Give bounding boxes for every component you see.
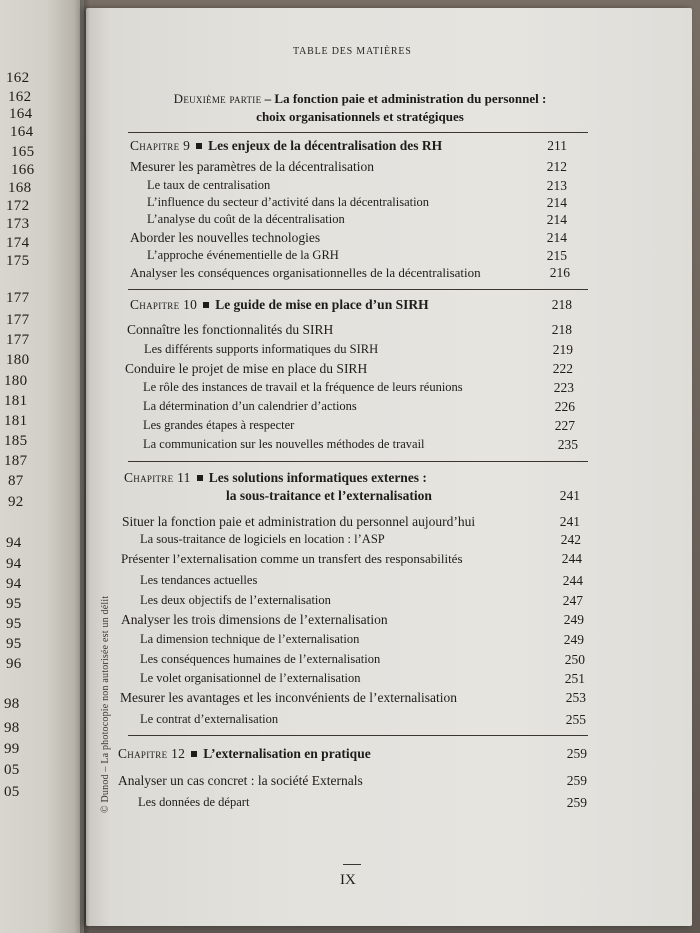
toc-page: 250 — [564, 652, 585, 667]
square-bullet-icon — [197, 475, 203, 481]
toc-page: 213 — [546, 178, 567, 193]
left-page-number: 173 — [6, 216, 30, 232]
toc-entry: Le volet organisationnel de l’externalisation — [140, 671, 361, 685]
divider — [128, 289, 588, 290]
left-page-number: 05 — [4, 784, 20, 800]
folio-rule — [343, 864, 361, 865]
chapter-page: 211 — [547, 138, 567, 153]
toc-entry: L’influence du secteur d’activité dans la décentralisation — [147, 195, 430, 209]
toc-page: 242 — [560, 532, 581, 547]
chapter-title: L’externalisation en pratique — [203, 746, 371, 761]
toc-entry: Les conséquences humaines de l’externalisation — [140, 652, 381, 666]
square-bullet-icon — [191, 751, 197, 757]
toc-page: 255 — [565, 712, 586, 727]
left-page-number: 181 — [4, 393, 28, 409]
toc-page: 214 — [546, 212, 567, 227]
toc-entry: Connaître les fonctionnalités du SIRH — [127, 322, 334, 337]
toc-entry: Les données de départ — [138, 795, 250, 809]
toc-entry: La sous-traitance de logiciels en location : l’ASP — [140, 532, 385, 546]
left-page-number: 92 — [8, 494, 24, 510]
toc-entry: L’approche événementielle de la GRH — [147, 248, 339, 262]
toc-entry: Analyser les trois dimensions de l’externalisation — [121, 612, 388, 627]
toc-page: 259 — [566, 773, 587, 788]
left-page-number: 164 — [10, 124, 34, 140]
left-page-number: 166 — [11, 162, 35, 178]
left-page-number: 185 — [4, 433, 28, 449]
left-page-number: 187 — [4, 453, 28, 469]
toc-page: 216 — [549, 265, 570, 280]
toc-entry: Aborder les nouvelles technologies — [130, 230, 321, 245]
divider — [128, 461, 588, 462]
toc-entry: Analyser les conséquences organisationnelles de la décentralisation — [130, 265, 481, 280]
copyright-text: © Dunod – La photocopie non autorisée est un délit — [100, 595, 111, 813]
part-title — [130, 90, 590, 126]
left-page-number: 177 — [6, 332, 30, 348]
left-page-number: 165 — [11, 144, 35, 160]
chapter-label: Chapitre 9 — [130, 138, 191, 153]
left-page-number: 94 — [6, 556, 22, 572]
left-page-number: 162 — [8, 89, 32, 105]
toc-page: 247 — [562, 593, 583, 608]
facing-page-edge — [0, 0, 84, 933]
toc-entry: La dimension technique de l’externalisation — [140, 632, 360, 646]
chapter-heading — [118, 746, 371, 762]
toc-page: 235 — [557, 437, 578, 452]
chapter-page: 218 — [551, 297, 572, 312]
left-page-number: 177 — [6, 312, 30, 328]
toc-entry: Le rôle des instances de travail et la fréquence de leurs réunions — [143, 380, 463, 394]
left-page-number: 95 — [6, 596, 22, 612]
left-page-number: 172 — [6, 198, 30, 214]
toc-page: 249 — [563, 632, 584, 647]
divider — [128, 735, 588, 736]
left-page-number: 168 — [8, 180, 32, 196]
toc-page: 222 — [552, 361, 573, 376]
toc-entry: Le contrat d’externalisation — [140, 712, 279, 726]
toc-entry: L’analyse du coût de la décentralisation — [147, 212, 345, 226]
toc-entry: Conduire le projet de mise en place du SIRH — [125, 361, 368, 376]
chapter-page: 241 — [559, 488, 580, 503]
toc-entry: Les deux objectifs de l’externalisation — [140, 593, 331, 607]
toc-page: 241 — [559, 514, 580, 529]
part-title-line2: choix organisationnels et stratégiques — [256, 109, 464, 124]
toc-entry: Les différents supports informatiques du SIRH — [144, 342, 379, 356]
toc-entry: Le taux de centralisation — [147, 178, 271, 192]
left-page-number: 174 — [6, 235, 30, 251]
toc-page: 259 — [566, 795, 587, 810]
toc-entry: Les tendances actuelles — [140, 573, 258, 587]
toc-page: 219 — [552, 342, 573, 357]
left-page-number: 94 — [6, 535, 22, 551]
toc-entry: Analyser un cas concret : la société Externals — [118, 773, 363, 788]
chapter-title-line2: la sous-traitance et l’externalisation — [226, 488, 432, 503]
toc-page: 214 — [546, 195, 567, 210]
left-page-number: 162 — [6, 70, 30, 86]
copyright-notice — [100, 555, 112, 815]
left-page-number: 177 — [6, 290, 30, 306]
chapter-heading — [130, 297, 429, 313]
left-page-number: 95 — [6, 616, 22, 632]
toc-entry: Présenter l’externalisation comme un transfert des responsabilités — [121, 551, 463, 566]
toc-entry: La communication sur les nouvelles méthodes de travail — [143, 437, 425, 451]
toc-page: 251 — [564, 671, 585, 686]
part-title-line1: La fonction paie et administration du personnel : — [274, 91, 547, 106]
running-head: TABLE DES MATIÈRES — [293, 46, 412, 57]
toc-page: 253 — [565, 690, 586, 705]
page-number: IX — [340, 872, 356, 888]
left-page-number: 87 — [8, 473, 24, 489]
chapter-page: 259 — [566, 746, 587, 761]
page-gutter-shadow — [80, 0, 90, 933]
left-page-number: 181 — [4, 413, 28, 429]
part-dash: – — [261, 91, 275, 106]
left-page-number: 180 — [6, 352, 30, 368]
toc-page: 223 — [553, 380, 574, 395]
left-page-number: 99 — [4, 741, 20, 757]
left-page-number: 95 — [6, 636, 22, 652]
left-page-number: 175 — [6, 253, 30, 269]
toc-page: 249 — [563, 612, 584, 627]
toc-page: 218 — [551, 322, 572, 337]
toc-entry: Les grandes étapes à respecter — [143, 418, 295, 432]
toc-page: 214 — [546, 230, 567, 245]
toc-page: 244 — [562, 573, 583, 588]
toc-entry: La détermination d’un calendrier d’actions — [143, 399, 357, 413]
toc-page: 226 — [554, 399, 575, 414]
chapter-label: Chapitre 12 — [118, 746, 186, 761]
divider — [128, 132, 588, 133]
left-page-number: 96 — [6, 656, 22, 672]
chapter-label: Chapitre 10 — [130, 297, 198, 312]
chapter-title: Les enjeux de la décentralisation des RH — [208, 138, 443, 153]
square-bullet-icon — [203, 302, 209, 308]
chapter-title: Le guide de mise en place d’un SIRH — [215, 297, 429, 312]
left-page-number: 180 — [4, 373, 28, 389]
toc-page: 212 — [546, 159, 567, 174]
part-label: Deuxième partie — [173, 91, 262, 106]
left-page-number: 05 — [4, 762, 20, 778]
toc-page: 244 — [561, 551, 582, 566]
chapter-title: Les solutions informatiques externes : — [208, 470, 427, 485]
chapter-heading — [130, 138, 442, 154]
chapter-label: Chapitre 11 — [124, 470, 191, 485]
left-page-number: 98 — [4, 696, 20, 712]
toc-page: 215 — [546, 248, 567, 263]
toc-entry: Situer la fonction paie et administration du personnel aujourd’hui — [122, 514, 476, 529]
chapter-heading — [124, 470, 427, 486]
toc-entry: Mesurer les avantages et les inconvénients de l’externalisation — [120, 690, 458, 705]
square-bullet-icon — [196, 143, 202, 149]
toc-page: 227 — [554, 418, 575, 433]
left-page-number: 94 — [6, 576, 22, 592]
toc-entry: Mesurer les paramètres de la décentralisation — [130, 159, 375, 174]
left-page-number: 98 — [4, 720, 20, 736]
left-page-number: 164 — [9, 106, 33, 122]
